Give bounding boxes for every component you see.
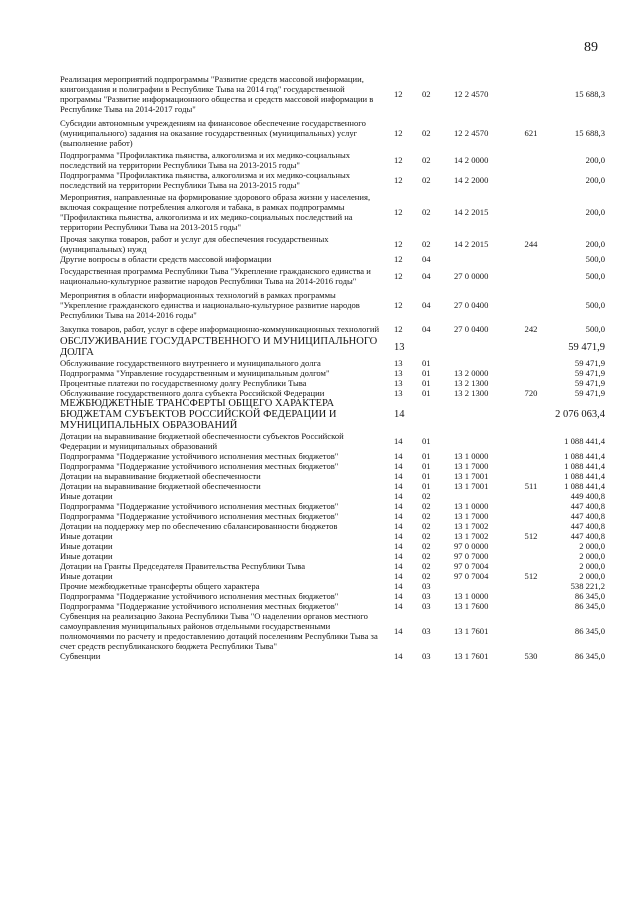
section-code: 14: [394, 451, 403, 461]
item-name: Закупка товаров, работ, услуг в сфере информационно-коммуникационных технологий: [60, 324, 380, 334]
section-code: 14: [394, 541, 403, 551]
expense-type-code: [512, 601, 550, 611]
item-name: Подпрограмма "Поддержание устойчивого исполнения местных бюджетов": [60, 451, 339, 461]
table-row: [60, 491, 605, 501]
section-code: 14: [394, 481, 403, 491]
target-article-code: 13 2 0000: [454, 368, 489, 378]
table-row: [60, 322, 605, 336]
table-row: [60, 398, 605, 431]
target-article-code: 97 0 7004: [454, 561, 489, 571]
subsection-code: 02: [422, 128, 431, 138]
amount: 15 688,3: [574, 89, 605, 99]
subsection-code: 01: [422, 368, 431, 378]
table-row: [60, 358, 605, 368]
item-name: Субсидии автономным учреждениям на финансовое обеспечение государственного (муниципального) задания на оказание государственных (муниципальных) услуг (выполнение работ): [60, 118, 366, 148]
amount: 500,0: [585, 271, 605, 281]
expense-type-code: [512, 288, 550, 322]
amount: 1 088 441,4: [564, 471, 605, 481]
page-number: 89: [584, 40, 598, 55]
expense-type-code: [512, 541, 550, 551]
amount: 86 345,0: [574, 626, 605, 636]
target-article-code: 12 2 4570: [454, 89, 489, 99]
item-name: Дотации на поддержку мер по обеспечению сбалансированности бюджетов: [60, 521, 338, 531]
expense-type-code: 512: [524, 531, 538, 541]
subsection-code: 03: [422, 651, 431, 661]
table-row: [60, 511, 605, 521]
section-code: 14: [394, 531, 403, 541]
subsection-code: 02: [422, 521, 431, 531]
expense-type-code: [512, 378, 550, 388]
subsection-code: 02: [422, 207, 431, 217]
table-row: [60, 481, 605, 491]
expense-type-code: [512, 581, 550, 591]
subsection-code: 02: [422, 531, 431, 541]
section-code: 12: [394, 128, 403, 138]
amount: 1 088 441,4: [564, 451, 605, 461]
section-code: 14: [394, 561, 403, 571]
table-row: [60, 451, 605, 461]
target-article-code: 97 0 7004: [454, 571, 489, 581]
section-code: 12: [394, 89, 403, 99]
item-name: Процентные платежи по государственному долгу Республики Тыва: [60, 378, 307, 388]
subsection-code: 02: [422, 155, 431, 165]
item-name: Подпрограмма "Профилактика пьянства, алкоголизма и их медико-социальных последствий на территории Республики Тыва на 2013-2015 годы": [60, 170, 351, 190]
section-code: 14: [394, 436, 403, 446]
item-name: Иные дотации: [60, 531, 113, 541]
item-name: Обслуживание государственного внутреннего и муниципального долга: [60, 358, 321, 368]
amount: 59 471,9: [574, 378, 605, 388]
amount: 1 088 441,4: [564, 481, 605, 491]
section-code: 14: [394, 409, 405, 420]
amount: 449 400,8: [570, 491, 605, 501]
target-article-code: [450, 581, 512, 591]
item-name: МЕЖБЮДЖЕТНЫЕ ТРАНСФЕРТЫ ОБЩЕГО ХАРАКТЕРА БЮДЖЕТАМ СУБЪЕКТОВ РОССИЙСКОЙ ФЕДЕРАЦИИ И МУНИЦИПАЛЬНЫХ ОБРАЗОВАНИЙ: [60, 398, 337, 431]
subsection-code: 04: [422, 271, 431, 281]
table-row: [60, 254, 605, 264]
expense-type-code: [512, 611, 550, 651]
target-article-code: 14 2 2015: [454, 239, 489, 249]
item-name: Другие вопросы в области средств массовой информации: [60, 254, 272, 264]
amount: 86 345,0: [574, 651, 605, 661]
target-article-code: 13 1 7600: [454, 601, 489, 611]
subsection-code: 01: [422, 378, 431, 388]
expense-type-code: [512, 451, 550, 461]
target-article-code: [450, 398, 512, 431]
section-code: 12: [394, 254, 403, 264]
target-article-code: 13 1 0000: [454, 451, 489, 461]
table-row: [60, 471, 605, 481]
target-article-code: 27 0 0000: [454, 271, 489, 281]
amount: 2 076 063,4: [555, 409, 605, 420]
subsection-code: [420, 398, 450, 431]
expense-type-code: [512, 170, 550, 190]
item-name: Подпрограмма "Поддержание устойчивого исполнения местных бюджетов": [60, 601, 339, 611]
amount: 200,0: [585, 207, 605, 217]
target-article-code: [450, 431, 512, 451]
subsection-code: 02: [422, 501, 431, 511]
amount: 15 688,3: [574, 128, 605, 138]
amount: 500,0: [585, 300, 605, 310]
expense-type-code: [512, 561, 550, 571]
table-row: [60, 170, 605, 190]
section-code: 14: [394, 501, 403, 511]
amount: 538 221,2: [570, 581, 605, 591]
item-name: Иные дотации: [60, 571, 113, 581]
section-code: 12: [394, 175, 403, 185]
target-article-code: 13 1 7601: [454, 626, 489, 636]
expense-type-code: [512, 264, 550, 288]
table-row: [60, 651, 605, 661]
table-row: [60, 190, 605, 234]
amount: 500,0: [585, 324, 605, 334]
section-code: 14: [394, 551, 403, 561]
section-code: 14: [394, 591, 403, 601]
table-row: [60, 461, 605, 471]
target-article-code: [450, 358, 512, 368]
section-code: 13: [394, 341, 405, 353]
section-code: 13: [394, 368, 403, 378]
section-code: 12: [394, 300, 403, 310]
subsection-code: 04: [422, 300, 431, 310]
target-article-code: 14 2 0000: [454, 155, 489, 165]
section-code: 14: [394, 601, 403, 611]
expense-type-code: [512, 336, 550, 358]
amount: 447 400,8: [570, 511, 605, 521]
subsection-code: 04: [422, 324, 431, 334]
amount: 59 471,9: [574, 358, 605, 368]
item-name: Иные дотации: [60, 541, 113, 551]
expense-type-code: [512, 471, 550, 481]
section-code: 14: [394, 651, 403, 661]
item-name: Прочая закупка товаров, работ и услуг для обеспечения государственных (муниципальных) нужд: [60, 234, 329, 254]
target-article-code: [450, 336, 512, 358]
amount: 59 471,9: [574, 368, 605, 378]
item-name: Прочие межбюджетные трансферты общего характера: [60, 581, 260, 591]
expense-type-code: [512, 551, 550, 561]
subsection-code: 02: [422, 561, 431, 571]
amount: 447 400,8: [570, 501, 605, 511]
budget-table-body: [60, 72, 605, 661]
item-name: Подпрограмма "Поддержание устойчивого исполнения местных бюджетов": [60, 591, 339, 601]
subsection-code: 02: [422, 175, 431, 185]
item-name: Мероприятия, направленные на формирование здорового образа жизни у населения, включая сокращение потребления алкоголя и табака, в рамках подпрограммы "Профилактика пьянства, алкоголизма и их медико-социальных последствий на территории Республики Тыва на 2013-2015 годы": [60, 192, 371, 232]
table-row: [60, 234, 605, 254]
section-code: 14: [394, 581, 403, 591]
amount: 2 000,0: [579, 561, 605, 571]
amount: 200,0: [585, 239, 605, 249]
table-row: [60, 521, 605, 531]
table-row: [60, 368, 605, 378]
amount: 1 088 441,4: [564, 461, 605, 471]
expense-type-code: [512, 254, 550, 264]
subsection-code: 02: [422, 239, 431, 249]
subsection-code: 02: [422, 511, 431, 521]
amount: 200,0: [585, 175, 605, 185]
expense-type-code: [512, 150, 550, 170]
target-article-code: [450, 491, 512, 501]
amount: 447 400,8: [570, 531, 605, 541]
subsection-code: 01: [422, 461, 431, 471]
expense-type-code: [512, 72, 550, 116]
subsection-code: 02: [422, 541, 431, 551]
section-code: 13: [394, 388, 403, 398]
table-row: [60, 288, 605, 322]
expense-type-code: 242: [524, 324, 538, 334]
target-article-code: 14 2 2000: [454, 175, 489, 185]
table-row: [60, 581, 605, 591]
section-code: 14: [394, 571, 403, 581]
expense-type-code: [512, 461, 550, 471]
expense-type-code: [512, 521, 550, 531]
table-row: [60, 388, 605, 398]
item-name: Реализация мероприятий подпрограммы "Развитие средств массовой информации, книгоиздания и полиграфии в Республике Тыва на 2014 год" государственной программы "Развитие информационного общества и средств массовой информации в Республике Тыва на 2014-2017 годы": [60, 74, 374, 114]
section-code: 13: [394, 358, 403, 368]
subsection-code: 03: [422, 591, 431, 601]
section-code: 12: [394, 155, 403, 165]
subsection-code: 01: [422, 388, 431, 398]
amount: 59 471,9: [568, 341, 605, 353]
amount: 500,0: [585, 254, 605, 264]
item-name: Дотации на выравнивание бюджетной обеспеченности субъектов Российской Федерации и муниципальных образований: [60, 431, 344, 451]
section-code: 14: [394, 521, 403, 531]
subsection-code: 01: [422, 481, 431, 491]
expense-type-code: 621: [524, 128, 538, 138]
target-article-code: 13 1 7601: [454, 651, 489, 661]
target-article-code: 13 1 0000: [454, 501, 489, 511]
item-name: Иные дотации: [60, 491, 113, 501]
target-article-code: 97 0 0000: [454, 541, 489, 551]
subsection-code: 03: [422, 626, 431, 636]
subsection-code: [420, 336, 450, 358]
target-article-code: 12 2 4570: [454, 128, 489, 138]
table-row: [60, 601, 605, 611]
target-article-code: 97 0 7000: [454, 551, 489, 561]
section-code: 14: [394, 511, 403, 521]
table-row: [60, 150, 605, 170]
section-code: 14: [394, 461, 403, 471]
item-name: Подпрограмма "Поддержание устойчивого исполнения местных бюджетов": [60, 501, 339, 511]
section-code: 14: [394, 626, 403, 636]
table-row: [60, 501, 605, 511]
target-article-code: 14 2 2015: [454, 207, 489, 217]
item-name: Государственная программа Республики Тыва "Укрепление гражданского единства и национально-культурное развитие народов Республики Тыва на 2014-2016 годы": [60, 266, 371, 286]
amount: 86 345,0: [574, 601, 605, 611]
table-row: [60, 541, 605, 551]
table-row: [60, 336, 605, 358]
item-name: Дотации на выравнивание бюджетной обеспеченности: [60, 481, 261, 491]
target-article-code: 13 1 7002: [454, 521, 489, 531]
table-row: [60, 571, 605, 581]
item-name: Субвенция на реализацию Закона Республики Тыва "О наделении органов местного самоуправления муниципальных районов отдельными государственными полномочиями по расчету и предоставлению дотаций поселениям Республики Тыва за счет средств республиканского бюджета Республики Тыва": [60, 611, 378, 651]
section-code: 12: [394, 239, 403, 249]
subsection-code: 03: [422, 581, 431, 591]
amount: 2 000,0: [579, 541, 605, 551]
amount: 59 471,9: [574, 388, 605, 398]
amount: 1 088 441,4: [564, 436, 605, 446]
target-article-code: 13 2 1300: [454, 388, 489, 398]
section-code: 12: [394, 324, 403, 334]
expense-type-code: [512, 368, 550, 378]
expense-type-code: [512, 431, 550, 451]
subsection-code: 01: [422, 451, 431, 461]
expense-type-code: [512, 190, 550, 234]
section-code: 12: [394, 207, 403, 217]
subsection-code: 02: [422, 571, 431, 581]
section-code: 12: [394, 271, 403, 281]
table-row: [60, 561, 605, 571]
section-code: 14: [394, 471, 403, 481]
amount: 2 000,0: [579, 551, 605, 561]
table-row: [60, 531, 605, 541]
item-name: Обслуживание государственного долга субъекта Российской Федерации: [60, 388, 325, 398]
target-article-code: 13 1 7000: [454, 461, 489, 471]
target-article-code: 13 1 7000: [454, 511, 489, 521]
item-name: Дотации на Гранты Председателя Правительства Республики Тыва: [60, 561, 306, 571]
item-name: Подпрограмма "Управление государственным и муниципальным долгом": [60, 368, 330, 378]
target-article-code: 13 1 7002: [454, 531, 489, 541]
target-article-code: 27 0 0400: [454, 300, 489, 310]
expense-type-code: [512, 591, 550, 601]
subsection-code: 02: [422, 89, 431, 99]
subsection-code: 04: [422, 254, 431, 264]
amount: 2 000,0: [579, 571, 605, 581]
table-row: [60, 431, 605, 451]
target-article-code: 13 2 1300: [454, 378, 489, 388]
subsection-code: 02: [422, 551, 431, 561]
amount: 86 345,0: [574, 591, 605, 601]
expense-type-code: 720: [524, 388, 538, 398]
subsection-code: 03: [422, 601, 431, 611]
table-row: [60, 264, 605, 288]
target-article-code: 13 1 7001: [454, 471, 489, 481]
table-row: [60, 591, 605, 601]
subsection-code: 02: [422, 491, 431, 501]
item-name: ОБСЛУЖИВАНИЕ ГОСУДАРСТВЕННОГО И МУНИЦИПАЛЬНОГО ДОЛГА: [60, 336, 378, 358]
item-name: Подпрограмма "Поддержание устойчивого исполнения местных бюджетов": [60, 461, 339, 471]
expense-type-code: [512, 398, 550, 431]
target-article-code: [450, 254, 512, 264]
expense-type-code: 244: [524, 239, 538, 249]
item-name: Субвенции: [60, 651, 101, 661]
budget-table: [60, 72, 605, 661]
item-name: Иные дотации: [60, 551, 113, 561]
table-row: [60, 378, 605, 388]
section-code: 14: [394, 491, 403, 501]
target-article-code: 27 0 0400: [454, 324, 489, 334]
table-row: [60, 551, 605, 561]
table-row: [60, 116, 605, 150]
expense-type-code: [512, 491, 550, 501]
section-code: 13: [394, 378, 403, 388]
target-article-code: 13 1 7001: [454, 481, 489, 491]
expense-type-code: 530: [524, 651, 538, 661]
amount: 200,0: [585, 155, 605, 165]
table-row: [60, 611, 605, 651]
item-name: Подпрограмма "Поддержание устойчивого исполнения местных бюджетов": [60, 511, 339, 521]
table-row: [60, 72, 605, 116]
amount: 447 400,8: [570, 521, 605, 531]
item-name: Подпрограмма "Профилактика пьянства, алкоголизма и их медико-социальных последствий на территории Республики Тыва на 2013-2015 годы": [60, 150, 351, 170]
target-article-code: 13 1 0000: [454, 591, 489, 601]
expense-type-code: 512: [524, 571, 538, 581]
expense-type-code: [512, 358, 550, 368]
expense-type-code: [512, 511, 550, 521]
item-name: Дотации на выравнивание бюджетной обеспеченности: [60, 471, 261, 481]
expense-type-code: [512, 501, 550, 511]
item-name: Мероприятия в области информационных технологий в рамках программы "Укрепление гражданского единства и национально-культурное развитие народов Республики Тыва на 2014-2016 годы": [60, 290, 360, 320]
expense-type-code: 511: [524, 481, 538, 491]
subsection-code: 01: [422, 436, 431, 446]
subsection-code: 01: [422, 358, 431, 368]
subsection-code: 01: [422, 471, 431, 481]
